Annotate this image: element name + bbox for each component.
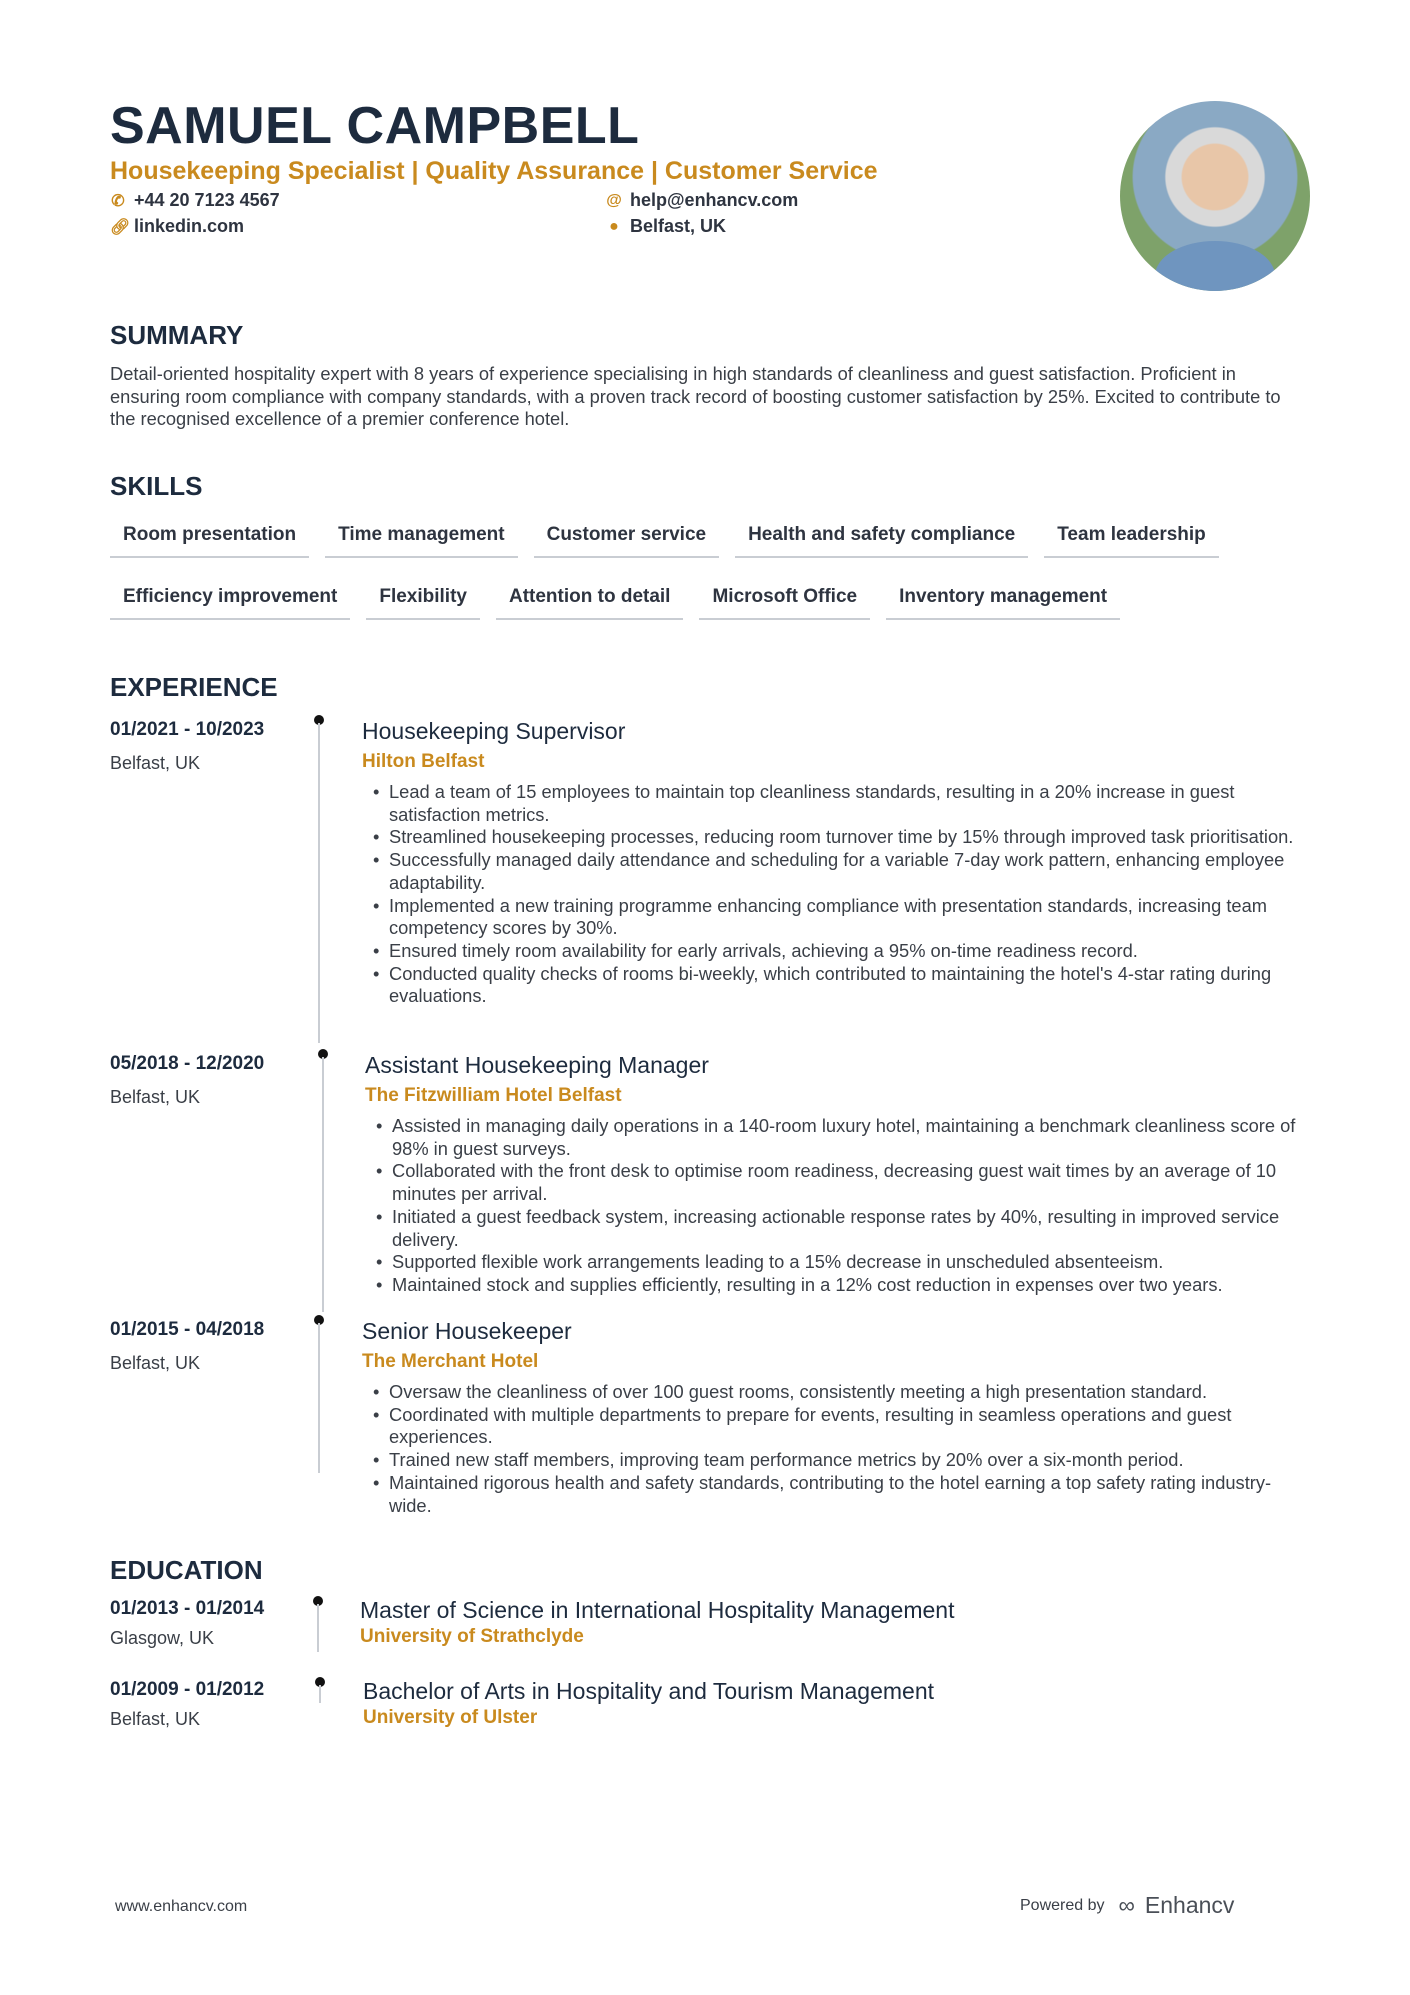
skill-chip: Team leadership xyxy=(1044,518,1219,558)
contact-email[interactable] xyxy=(606,190,798,211)
skill-chip: Flexibility xyxy=(366,580,480,620)
job-bullet: • Implemented a new training programme enhancing compliance with presentation standards, increasing team competency scores by 30%. xyxy=(362,895,1307,940)
job-bullet: • Maintained stock and supplies efficiently, resulting in a 12% cost reduction in expenses over two years. xyxy=(365,1274,1310,1297)
linkedin-link[interactable]: linkedin.com xyxy=(134,216,245,236)
timeline-line xyxy=(322,1057,324,1312)
enhancv-logo-icon: ∞ xyxy=(1118,1892,1135,1918)
job-bullet: • Maintained rigorous health and safety standards, contributing to the hotel earning a top safety rating industry-wide. xyxy=(362,1472,1307,1517)
job-bullet: • Trained new staff members, improving team performance metrics by 20% over a six-month period. xyxy=(362,1449,1307,1472)
job-bullet: • Conducted quality checks of rooms bi-weekly, which contributed to maintaining the hotel's 4-star rating during evaluations. xyxy=(362,963,1307,1008)
footer-branding xyxy=(1020,1892,1234,1919)
skill-chip: Efficiency improvement xyxy=(110,580,350,620)
location-pin-icon: ● xyxy=(609,217,619,235)
enhancv-logo xyxy=(1119,1892,1235,1919)
phone-text: +44 20 7123 4567 xyxy=(134,190,280,210)
edu-body xyxy=(363,1678,1308,1729)
job-bullet: • Streamlined housekeeping processes, reducing room turnover time by 15% through improved task prioritisation. xyxy=(362,826,1307,849)
summary-text: Detail-oriented hospitality expert with 8 years of experience specialising in high standards of cleanliness and guest satisfaction. Proficient in ensuring room compliance with company standards, with a proven track record of boosting customer satisfaction by 25%. Excited to contribute to the recognised excellence of a premier conference hotel. xyxy=(110,363,1281,429)
edu-body xyxy=(360,1597,1305,1648)
contact-location xyxy=(606,216,726,237)
job-dates: 01/2015 - 04/2018 xyxy=(110,1319,265,1340)
brand-text: Enhancv xyxy=(1144,1892,1235,1918)
phone-icon: ✆ xyxy=(111,192,125,210)
job-bullet: • Supported flexible work arrangements leading to a 15% decrease in unscheduled absenteeism. xyxy=(365,1251,1310,1274)
edu-location: Glasgow, UK xyxy=(110,1628,215,1648)
job-bullet: • Assisted in managing daily operations in a 140-room luxury hotel, maintaining a benchmark cleanliness score of 98% in guest surveys. xyxy=(365,1115,1310,1160)
job-bullets xyxy=(362,1381,1307,1517)
job-bullet: • Lead a team of 15 employees to maintain top cleanliness standards, resulting in a 20% increase in guest satisfaction metrics. xyxy=(362,781,1307,826)
edu-location: Belfast, UK xyxy=(110,1709,201,1729)
edu-degree: Bachelor of Arts in Hospitality and Tourism Management xyxy=(363,1678,935,1704)
timeline-line xyxy=(318,723,320,1043)
job-company: Hilton Belfast xyxy=(362,751,485,772)
job-bullets xyxy=(362,781,1307,1008)
skill-chip: Room presentation xyxy=(110,518,309,558)
at-icon: @ xyxy=(606,191,622,209)
skill-chip: Health and safety compliance xyxy=(735,518,1028,558)
candidate-subtitle: Housekeeping Specialist | Quality Assurance | Customer Service xyxy=(110,157,878,185)
timeline-line xyxy=(317,1604,319,1652)
skill-chip: Microsoft Office xyxy=(699,580,870,620)
email-link[interactable]: help@enhancv.com xyxy=(630,190,799,210)
job-bullet: • Successfully managed daily attendance and scheduling for a variable 7-day work pattern, enhancing employee adaptability. xyxy=(362,849,1307,894)
edu-school: University of Strathclyde xyxy=(360,1626,584,1647)
powered-by-text: Powered by xyxy=(1020,1896,1105,1914)
job-title: Assistant Housekeeping Manager xyxy=(365,1052,709,1078)
profile-photo xyxy=(1120,101,1310,291)
footer-website[interactable]: www.enhancv.com xyxy=(115,1898,248,1915)
skill-chip: Inventory management xyxy=(886,580,1120,620)
contact-phone xyxy=(110,190,280,211)
experience-heading: EXPERIENCE xyxy=(110,672,278,702)
job-location: Belfast, UK xyxy=(110,1353,201,1373)
edu-degree: Master of Science in International Hospitality Management xyxy=(360,1597,955,1623)
job-location: Belfast, UK xyxy=(110,753,201,773)
job-body xyxy=(362,718,1307,1008)
edu-dates: 01/2009 - 01/2012 xyxy=(110,1679,265,1700)
skills-list xyxy=(110,518,1310,620)
job-body xyxy=(362,1318,1307,1517)
skill-chip: Time management xyxy=(325,518,517,558)
job-dates: 01/2021 - 10/2023 xyxy=(110,719,265,740)
skills-heading: SKILLS xyxy=(110,471,203,501)
candidate-name: SAMUEL CAMPBELL xyxy=(110,97,640,155)
job-company: The Merchant Hotel xyxy=(362,1351,539,1372)
skill-chip: Attention to detail xyxy=(496,580,683,620)
job-body xyxy=(365,1052,1310,1297)
job-bullet: • Ensured timely room availability for early arrivals, achieving a 95% on-time readiness record. xyxy=(362,940,1307,963)
contact-linkedin[interactable] xyxy=(110,216,244,237)
summary-heading: SUMMARY xyxy=(110,320,244,350)
location-text: Belfast, UK xyxy=(630,216,727,236)
job-bullet: • Collaborated with the front desk to optimise room readiness, decreasing guest wait times by an average of 10 minutes per arrival. xyxy=(365,1160,1310,1205)
skill-chip: Customer service xyxy=(534,518,719,558)
job-bullets xyxy=(365,1115,1310,1297)
job-location: Belfast, UK xyxy=(110,1087,201,1107)
timeline-line xyxy=(318,1323,320,1473)
job-company: The Fitzwilliam Hotel Belfast xyxy=(365,1085,622,1106)
education-heading: EDUCATION xyxy=(110,1555,263,1585)
edu-school: University of Ulster xyxy=(363,1707,538,1728)
job-title: Senior Housekeeper xyxy=(362,1318,572,1344)
timeline-line xyxy=(319,1685,321,1703)
job-bullet: • Oversaw the cleanliness of over 100 guest rooms, consistently meeting a high presentation standard. xyxy=(362,1381,1307,1404)
job-dates: 05/2018 - 12/2020 xyxy=(110,1053,265,1074)
job-title: Housekeeping Supervisor xyxy=(362,718,626,744)
job-bullet: • Initiated a guest feedback system, increasing actionable response rates by 40%, resulting in improved service delivery. xyxy=(365,1206,1310,1251)
edu-dates: 01/2013 - 01/2014 xyxy=(110,1598,265,1619)
link-icon: 🔗︎ xyxy=(110,218,131,236)
job-bullet: • Coordinated with multiple departments to prepare for events, resulting in seamless operations and guest experiences. xyxy=(362,1404,1307,1449)
